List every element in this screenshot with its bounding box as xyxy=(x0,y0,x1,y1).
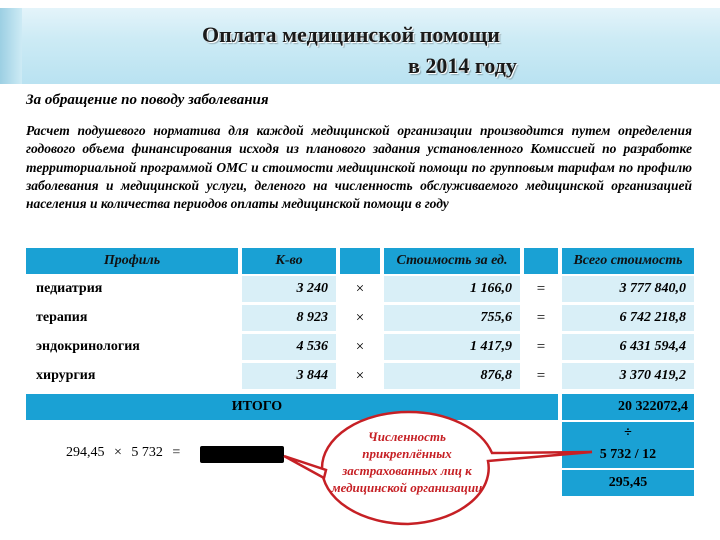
callout-pointer-left xyxy=(284,456,326,478)
row-profile: хирургия xyxy=(26,363,238,389)
row-equals-sign: = xyxy=(524,334,558,360)
row-total: 6 431 594,4 xyxy=(562,334,694,360)
result-box: 295,45 xyxy=(562,470,694,496)
slide-title-line-1: Оплата медицинской помощи xyxy=(202,22,500,47)
row-unit-cost: 876,8 xyxy=(384,363,520,389)
header-total-cost: Всего стоимость xyxy=(562,248,694,274)
row-quantity: 4 536 xyxy=(242,334,336,360)
row-unit-cost: 755,6 xyxy=(384,305,520,331)
slide-title-line-2: в 2014 году xyxy=(408,53,517,78)
row-unit-cost: 1 417,9 xyxy=(384,334,520,360)
formula-left: 294,45 xyxy=(66,445,105,460)
header-quantity: К-во xyxy=(242,248,336,274)
row-quantity: 8 923 xyxy=(242,305,336,331)
row-equals-sign: = xyxy=(524,305,558,331)
description-paragraph: Расчет подушевого норматива для каждой медицинской организации производится путем определения годового объема финансирования исходя из планового задания установленного Комиссией по разработке территориальной программой ОМС и стоимости медицинской помощи по групповым тарифам по профилю заболевания и медицинской услуги, деленого на численность обслуживаемого медицинской организацией населения и количества периодов оплаты медицинской помощи в году xyxy=(26,123,692,212)
formula-right: 5 732 xyxy=(131,445,163,460)
subheading: За обращение по поводу заболевания xyxy=(26,92,269,108)
divisor-box: 5 732 / 12 xyxy=(562,442,694,468)
header-profile: Профиль xyxy=(26,248,238,274)
total-value: 20 322072,4 xyxy=(562,394,694,420)
row-total: 6 742 218,8 xyxy=(562,305,694,331)
divide-sign: ÷ xyxy=(562,422,694,444)
row-quantity: 3 240 xyxy=(242,276,336,302)
row-equals-sign: = xyxy=(524,363,558,389)
row-multiply-sign: × xyxy=(340,305,380,331)
header-unit-cost: Стоимость за ед. xyxy=(384,248,520,274)
formula-equals: = xyxy=(172,445,181,460)
row-profile: педиатрия xyxy=(26,276,238,302)
row-unit-cost: 1 166,0 xyxy=(384,276,520,302)
total-label: ИТОГО xyxy=(26,394,558,420)
row-multiply-sign: × xyxy=(340,334,380,360)
row-multiply-sign: × xyxy=(340,276,380,302)
row-multiply-sign: × xyxy=(340,363,380,389)
row-profile: эндокринология xyxy=(26,334,238,360)
row-equals-sign: = xyxy=(524,276,558,302)
callout-text: Численность прикреплённых застрахованных лиц к медицинской организации xyxy=(331,429,483,495)
row-total: 3 370 419,2 xyxy=(562,363,694,389)
row-quantity: 3 844 xyxy=(242,363,336,389)
row-total: 3 777 840,0 xyxy=(562,276,694,302)
formula-multiply: × xyxy=(114,445,122,460)
row-profile: терапия xyxy=(26,305,238,331)
